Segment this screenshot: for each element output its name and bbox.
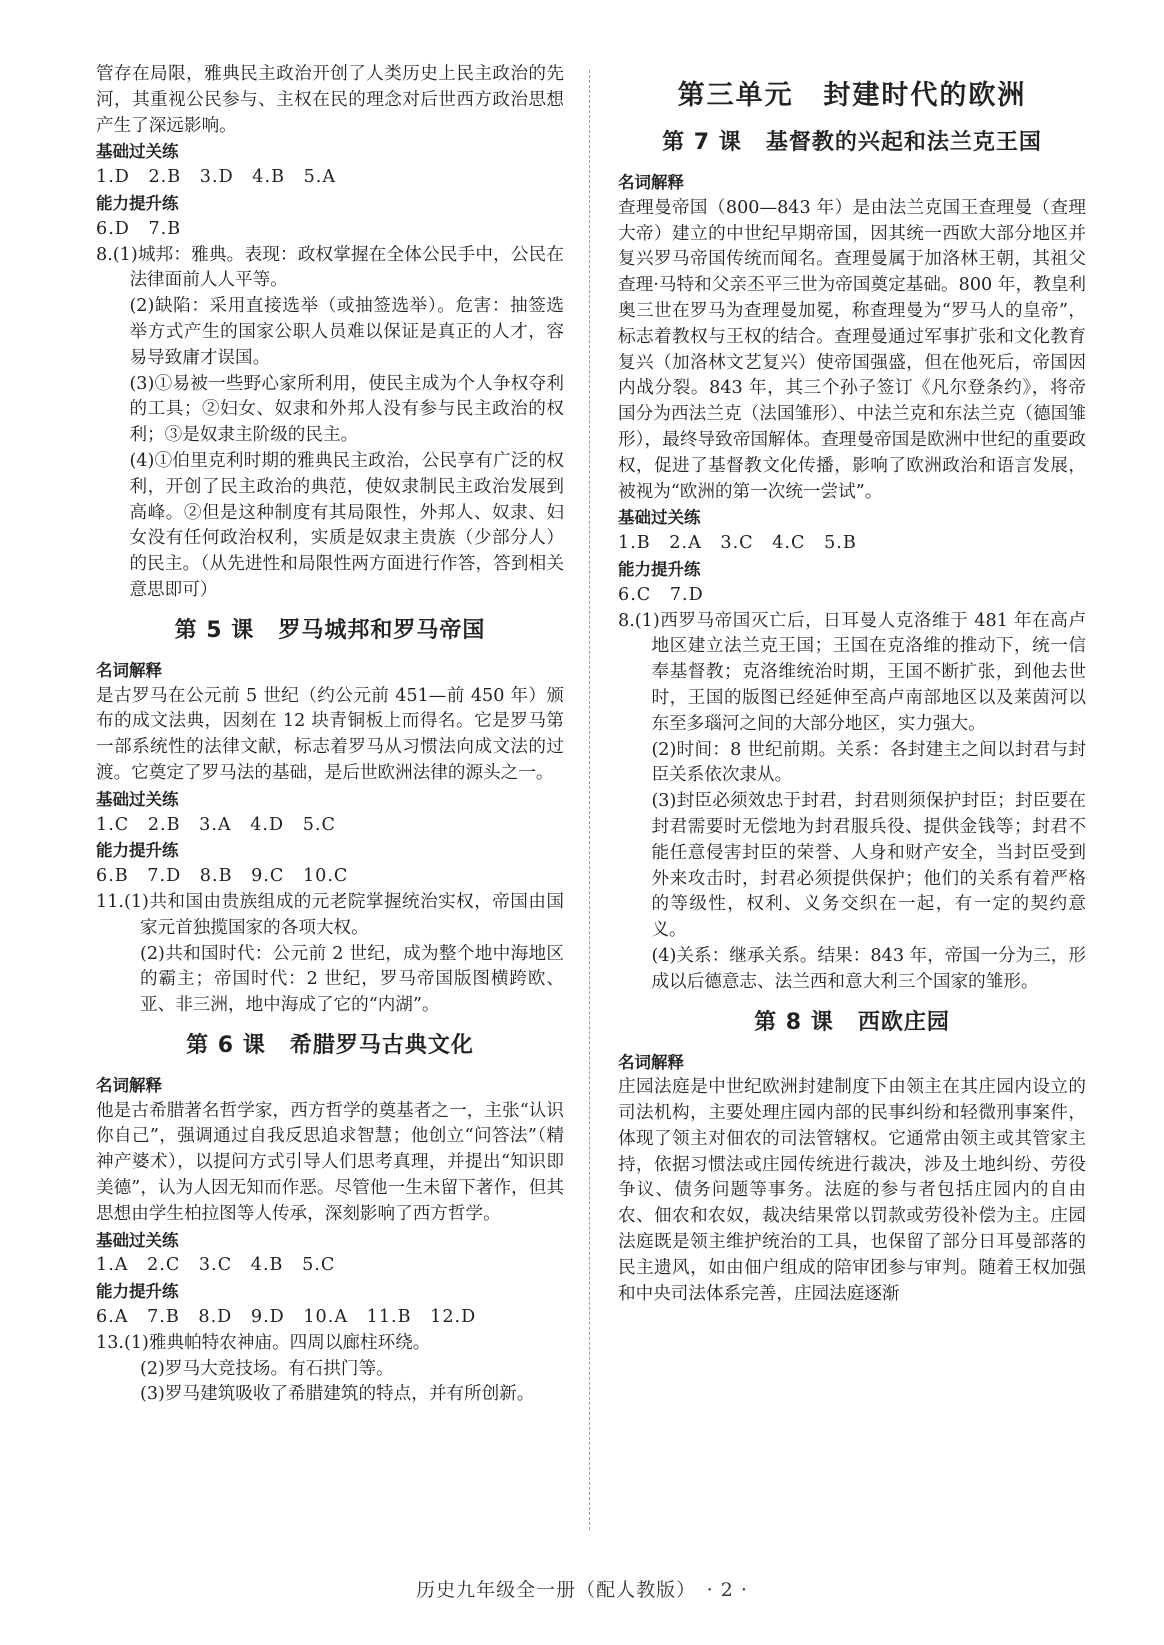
question-13-part-1: 13.(1)雅典帕特农神庙。四周以廊柱环绕。 [96, 1332, 431, 1353]
lesson-5-ability-label: 能力提升练 [96, 841, 179, 861]
unit-3-heading [618, 76, 1086, 116]
lesson-6-ability-label: 能力提升练 [96, 1282, 179, 1302]
lesson-7-question-8-part-1: 8.(1)西罗马帝国灭亡后，日耳曼人克洛维于 481 年在高卢地区建立法兰克王国；王国在克洛维的推动下，统一信奉基督教；克洛维统治时期，王国不断扩张，到他去世时，王国的版图已经延伸至高卢南部地区以及莱茵河以东至多瑙河之间的大部分地区，实力强大。 [618, 610, 1086, 734]
lesson-8-term-label: 名词解释 [618, 1052, 684, 1072]
question-13-part-2: (2)罗马大竞技场。有石拱门等。 [140, 1358, 394, 1379]
lesson-6-term-text: 他是古希腊著名哲学家，西方哲学的奠基者之一，主张“认识你自己”，强调通过自我反思追求智慧；他创立“问答法”（精神产婆术），以提问方式引导人们思考真理，并提出“知识即美德”，认为人因无知而作恶。尽管他一生未留下著作，但其思想由学生柏拉图等人传承，深刻影响了西方哲学。 [96, 1100, 564, 1224]
lesson-8-heading [618, 1006, 1086, 1040]
ability-practice-label: 能力提升练 [96, 193, 179, 213]
lesson-7-question-8-part-2: (2)时间：8 世纪前期。关系：各封建主之间以封君与封臣关系依次隶从。 [651, 739, 1086, 786]
question-8-part-2: (2)缺陷：采用直接选举（或抽签选举）。危害：抽签选举方式产生的国家公职人员难以保证是真正的人才，容易导致庸才误国。 [129, 296, 564, 368]
lesson-7-number: 第 7 课 [662, 130, 742, 155]
lesson-6-basic-answers: 1.A 2.C 3.C 4.B 5.C [96, 1255, 336, 1276]
lesson-5-ability-answers: 6.B 7.D 8.B 9.C 10.C [96, 866, 349, 887]
question-11-part-2: (2)共和国时代：公元前 2 世纪，成为整个地中海地区的霸主；帝国时代：2 世纪，罗马帝国版图横跨欧、亚、非三洲，地中海成了它的“内湖”。 [140, 943, 564, 1016]
page-footer: 历史九年级全一册（配人教版） · 2 · [416, 1579, 748, 1601]
unit-number: 第三单元 [677, 80, 794, 111]
lesson-8-number: 第 8 课 [754, 1009, 834, 1035]
lesson-7-term-label: 名词解释 [618, 173, 684, 192]
left-column [96, 62, 564, 1408]
question-8-part-3: (3)①易被一些野心家所利用，使民主成为个人争权夺利的工具；②妇女、奴隶和外邦人没有参与民主政治的权利；③是奴隶主阶级的民主。 [129, 373, 564, 446]
lesson-5-basic-label: 基础过关练 [96, 789, 179, 809]
lesson-7-question-8-part-3: (3)封臣必须效忠于封君，封君则须保护封臣；封臣要在封君需要时无偿地为封君服兵役、提供金钱等；封君不能任意侵害封臣的荣誉、人身和财产安全，当封臣受到外来攻击时，封君必须提供保护；他们的关系有着严格的等级性，权利、义务交织在一起，有一定的契约意义。 [651, 791, 1086, 941]
intro-paragraph: 管存在局限，雅典民主政治开创了人类历史上民主政治的先河，其重视公民参与、主权在民的理念对后世西方政治思想产生了深远影响。 [96, 64, 564, 136]
lesson-6-number: 第 6 课 [186, 1032, 266, 1058]
lesson-5-title: 罗马城邦和罗马帝国 [278, 617, 486, 643]
lesson-5-term-label: 名词解释 [96, 660, 162, 680]
unit-title: 封建时代的欧洲 [823, 80, 1027, 111]
question-13-part-3: (3)罗马建筑吸收了希腊建筑的特点，并有所创新。 [140, 1384, 535, 1405]
lesson-7-basic-label: 基础过关练 [618, 508, 701, 528]
right-column [618, 62, 1086, 1307]
lesson-7-ability-answers: 6.C 7.D [618, 584, 704, 605]
lesson-8-title: 西欧庄园 [857, 1009, 950, 1035]
lesson-5-number: 第 5 课 [174, 617, 255, 643]
lesson-6-heading [96, 1029, 564, 1063]
basic-practice-answers: 1.D 2.B 3.D 4.B 5.A [96, 167, 337, 188]
lesson-7-question-8-part-4: (4)关系：继承关系。结果：843 年，帝国一分为三，形成以后德意志、法兰西和意大利三个国家的雏形。 [651, 945, 1086, 992]
lesson-5-term-text: 是古罗马在公元前 5 世纪（约公元前 451—前 450 年）颁布的成文法典，因刻在 12 块青铜板上而得名。它是罗马第一部系统性的法律文献，标志着罗马从习惯法向成文法的过渡。它奠定了罗马法的基础，是后世欧洲法律的源头之一。 [96, 685, 564, 783]
lesson-7-term-text: 查理曼帝国（800—843 年）是由法兰克国王查理曼（查理大帝）建立的中世纪早期帝国，因其统一西欧大部分地区并复兴罗马帝国传统而闻名。查理曼属于加洛林王朝，其祖父查理·马特和父亲丕平三世为帝国奠定基础。800 年，教皇利奥三世在罗马为查理曼加冕，称查理曼为“罗马人的皇帝”，标志着教权与王权的结合。查理曼通过军事扩张和文化教育复兴（加洛林文艺复兴）使帝国强盛，但在他死后，帝国因内战分裂。843 年，其三个孙子签订《凡尔登条约》，将帝国分为西法兰克（法国雏形）、中法兰克和东法兰克（德国雏形），最终导致帝国解体。查理曼帝国是欧洲中世纪的重要政权，促进了基督教文化传播，影响了欧洲政治和语言发展，被视为“欧洲的第一次统一尝试”。 [618, 197, 1086, 502]
ability-practice-answers: 6.D 7.B [96, 218, 182, 239]
column-divider [589, 70, 590, 1530]
lesson-7-title: 基督教的兴起和法兰克王国 [765, 130, 1042, 155]
question-11-part-1: 11.(1)共和国由贵族组成的元老院掌握统治实权，帝国由国家元首独揽国家的各项大权。 [96, 891, 564, 938]
lesson-6-title: 希腊罗马古典文化 [289, 1032, 474, 1058]
lesson-6-term-label: 名词解释 [96, 1075, 162, 1095]
question-8-part-4: (4)①伯里克利时期的雅典民主政治，公民享有广泛的权利，开创了民主政治的典范，使奴隶制民主政治发展到高峰。②但是这种制度有其局限性，外邦人、奴隶、妇女没有任何政治权利，实质是奴隶主贵族（少部分人）的民主。（从先进性和局限性两方面进行作答，答到相关意思即可） [129, 450, 564, 600]
lesson-6-basic-label: 基础过关练 [96, 1230, 179, 1250]
lesson-7-heading [618, 126, 1086, 160]
lesson-7-basic-answers: 1.B 2.A 3.C 4.C 5.B [618, 533, 857, 554]
lesson-5-heading [96, 614, 564, 648]
lesson-6-ability-answers: 6.A 7.B 8.D 9.D 10.A 11.B 12.D [96, 1307, 477, 1328]
lesson-7-ability-label: 能力提升练 [618, 559, 701, 579]
basic-practice-label: 基础过关练 [96, 142, 179, 162]
lesson-8-term-text: 庄园法庭是中世纪欧洲封建制度下由领主在其庄园内设立的司法机构，主要处理庄园内部的民事纠纷和轻微刑事案件，体现了领主对佃农的司法管辖权。它通常由领主或其管家主持，依据习惯法或庄园传统进行裁决，涉及土地纠纷、劳役争议、债务问题等事务。法庭的参与者包括庄园内的自由农、佃农和农奴，裁决结果常以罚款或劳役补偿为主。庄园法庭既是领主维护统治的工具，也保留了部分日耳曼部落的民主遗风，如由佃户组成的陪审团参与审判。随着王权加强和中央司法体系完善，庄园法庭逐渐 [618, 1077, 1086, 1304]
question-8-part-1: 8.(1)城邦：雅典。表现：政权掌握在全体公民手中，公民在法律面前人人平等。 [96, 244, 564, 291]
lesson-5-basic-answers: 1.C 2.B 3.A 4.D 5.C [96, 814, 336, 835]
